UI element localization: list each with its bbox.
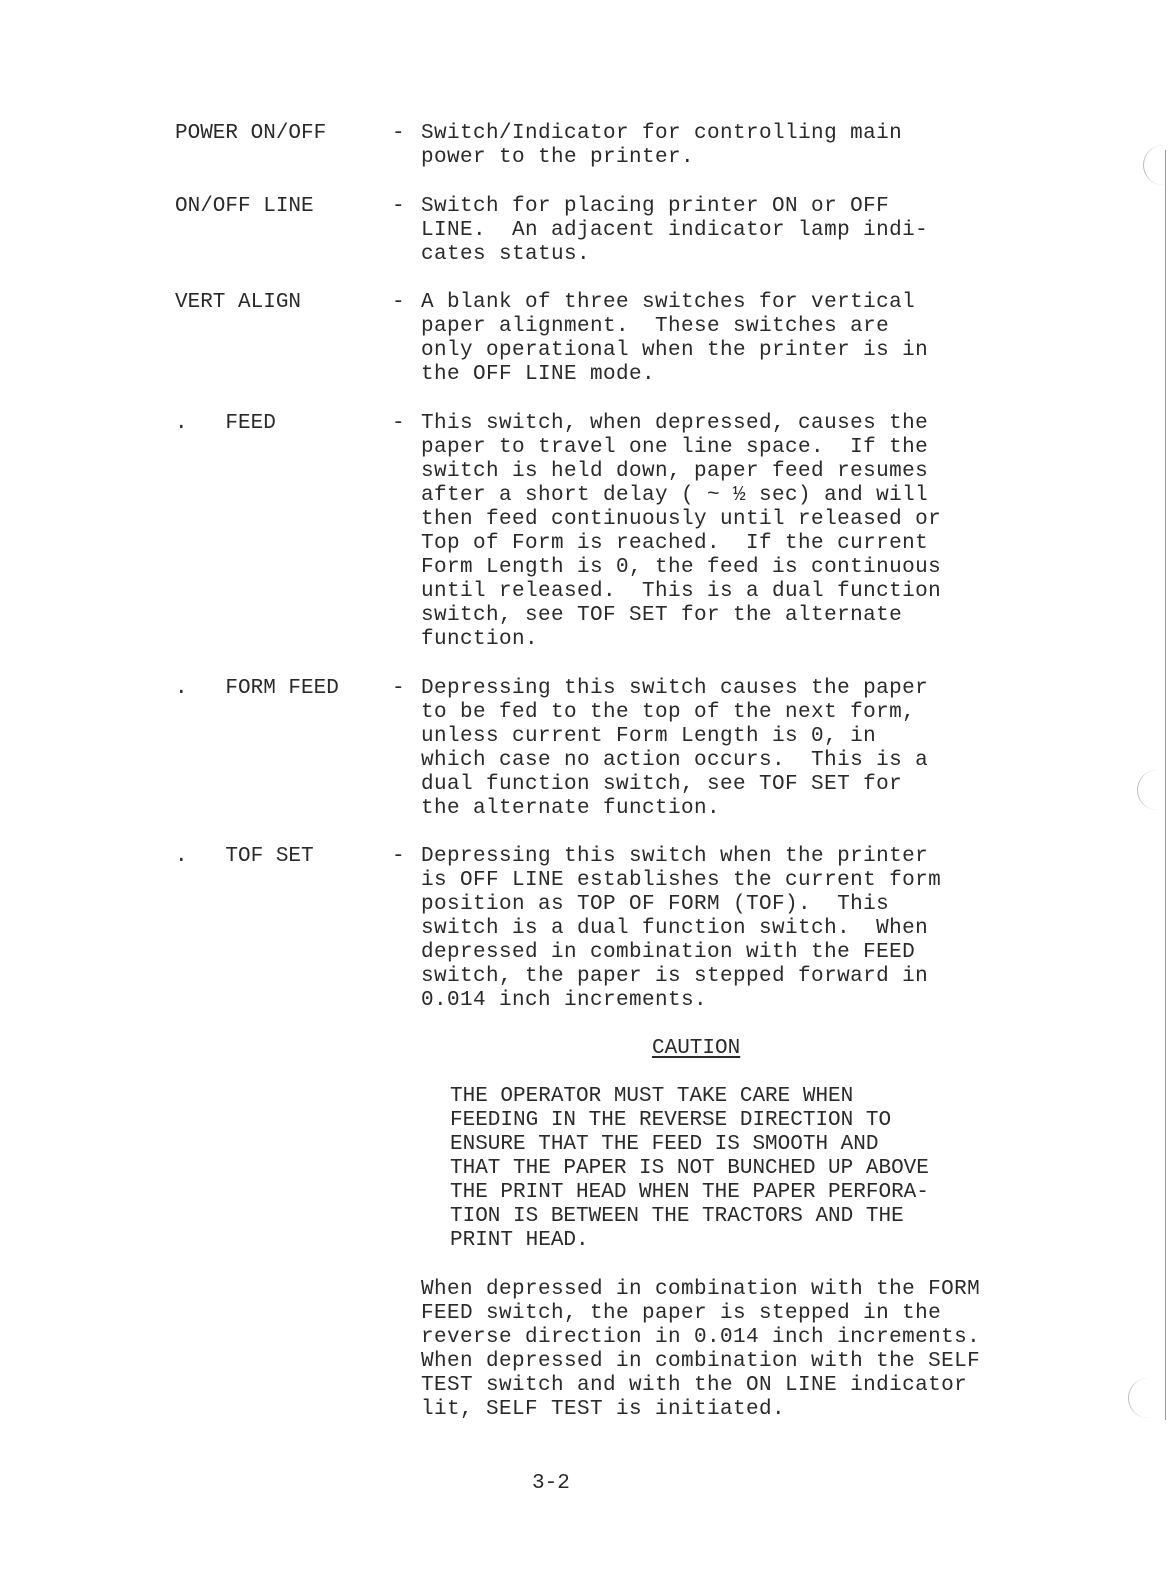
binder-hole-mark [1137,770,1160,810]
entry-description: A blank of three switches for vertical paper alignment. These switches are only operational when the printer is in the OFF LINE mode. [421,291,929,386]
entry-description: Switch/Indicator for controlling main power to the printer. [421,122,903,169]
closing-paragraph: When depressed in combination with the FORM FEED switch, the paper is stepped in the reverse direction in 0.014 inch increments. When depressed in combination with the SELF TEST switch and with the ON LINE indicator lit, SELF TEST is initiated. [421,1278,981,1421]
entry-term: . FORM FEED [175,677,339,700]
entry-dash: - [392,412,405,435]
entry-description: Switch for placing printer ON or OFF LINE. An adjacent indicator lamp indi- cates status. [421,195,929,266]
caution-body: THE OPERATOR MUST TAKE CARE WHEN FEEDING IN THE REVERSE DIRECTION TO ENSURE THAT THE FEED IS SMOOTH AND THAT THE PAPER IS NOT BUNCHED UP ABOVE THE PRINT HEAD WHEN THE PAPER PERFORA- TION IS BETWEEN THE TRACTORS AND THE PRINT HEAD. [450,1085,929,1252]
entry-dash: - [392,291,405,314]
entry-term: ON/OFF LINE [175,195,314,218]
binder-edge-line [1165,150,1166,1420]
entry-dash: - [392,845,405,868]
entry-term: . FEED [175,412,276,435]
binder-hole-mark [1128,1378,1151,1418]
entry-term: . TOF SET [175,845,314,868]
entry-description: Depressing this switch causes the paper to be fed to the top of the next form, unless current Form Length is 0, in which case no action occurs. This is a dual function switch, see TOF SET for the alternate function. [421,677,929,820]
caution-title: CAUTION [652,1037,741,1060]
entry-dash: - [392,122,405,145]
page-number: 3-2 [532,1472,570,1495]
entry-description: Depressing this switch when the printer is OFF LINE establishes the current form position as TOP OF FORM (TOF). This switch is a dual function switch. When depressed in combination with the FEED switch, the paper is stepped forward in 0.014 inch increments. [421,845,942,1012]
entry-dash: - [392,677,405,700]
entry-dash: - [392,195,405,218]
entry-description: This switch, when depressed, causes the paper to travel one line space. If the switch is held down, paper feed resumes after a short delay ( ~ ½ sec) and will then feed continuously until released or Top of Form is reached. If the current Form Length is 0, the feed is continuous until released. This is a dual function switch, see TOF SET for the alternate function. [421,412,942,651]
binder-hole-mark [1143,145,1166,185]
entry-term: VERT ALIGN [175,291,302,314]
entry-term: POWER ON/OFF [175,122,327,145]
